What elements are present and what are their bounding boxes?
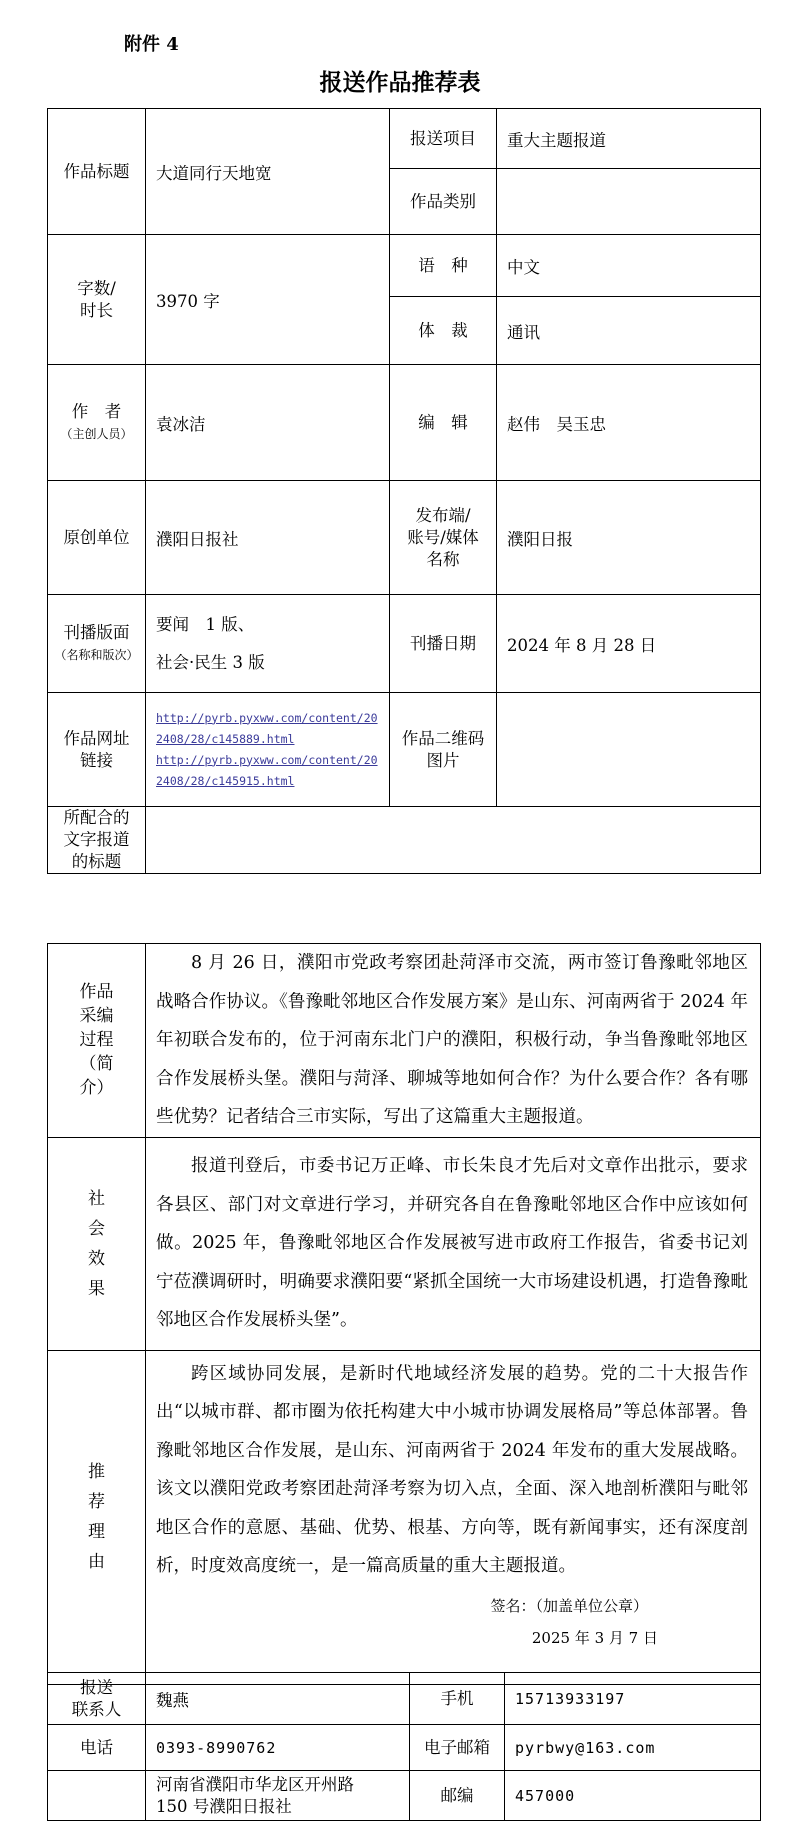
editor-value: 赵伟 吴玉忠	[497, 365, 761, 481]
address-label	[48, 1771, 146, 1821]
page-label	[48, 595, 146, 693]
origin-label: 原创单位	[48, 481, 146, 595]
genre-value: 通讯	[497, 297, 761, 365]
address-value	[146, 1771, 410, 1821]
page-label-sub: （名称和版次）	[54, 647, 139, 662]
date-label: 刊播日期	[390, 595, 497, 693]
qr-value	[497, 693, 761, 807]
report-item-value: 重大主题报道	[497, 109, 761, 169]
email-label: 电子邮箱	[410, 1725, 505, 1771]
sign-date: 2025 年 3 月 7 日	[531, 1628, 658, 1647]
address-line: 河南省濮阳市华龙区开州路	[156, 1774, 354, 1794]
wordcount-label	[48, 235, 146, 365]
page-value-line: 社会·民生 3 版	[156, 652, 265, 672]
qr-label-line: 图片	[426, 750, 460, 770]
language-label: 语 种	[390, 235, 497, 297]
author-value: 袁冰洁	[146, 365, 390, 481]
publisher-label-line: 发布端/	[415, 505, 471, 525]
url-cell	[146, 693, 390, 807]
language-value: 中文	[497, 235, 761, 297]
phone-value: 0393-8990762	[146, 1725, 410, 1771]
related-label	[48, 807, 146, 874]
email-value: pyrbwy@163.com	[505, 1725, 761, 1771]
category-value	[497, 169, 761, 235]
contact-label-line: 联系人	[71, 1699, 122, 1719]
signature-line: 签名：（加盖单位公章）	[490, 1596, 648, 1615]
url-link-2[interactable]: http://pyrb.pyxww.com/content/202408/28/c145915.html	[156, 752, 378, 788]
related-label-line: 文字报道	[63, 830, 130, 849]
phone-label: 电话	[48, 1725, 146, 1771]
publisher-value: 濮阳日报	[497, 481, 761, 595]
page-label-main: 刊播版面	[63, 622, 130, 642]
publisher-label	[390, 481, 497, 595]
mobile-value: 15713933197	[505, 1673, 761, 1725]
related-value	[146, 807, 761, 874]
contact-label	[48, 1673, 146, 1725]
origin-value: 濮阳日报社	[146, 481, 390, 595]
page-value	[146, 595, 390, 693]
zip-value: 457000	[505, 1771, 761, 1821]
work-title-label: 作品标题	[48, 109, 146, 235]
effect-paragraph: 报道刊登后，市委书记万正峰、市长朱良才先后对文章作出批示，要求各县区、部门对文章进行学习，并研究各自在鲁豫毗邻地区合作中应该如何做。2025 年，鲁豫毗邻地区合作发展被写进市政府工作报告，省委书记刘宁莅濮调研时，明确要求濮阳要“紧抓全国统一大市场建设机遇，打造鲁豫毗邻地区合作发展桥头堡”。	[156, 1156, 748, 1331]
wordcount-label-line: 时长	[80, 300, 113, 320]
editor-label: 编 辑	[390, 365, 497, 481]
narrative-table	[47, 943, 761, 1685]
author-label-main: 作 者	[71, 401, 122, 421]
publisher-label-line: 账号/媒体	[407, 527, 479, 547]
author-label	[48, 365, 146, 481]
mobile-label: 手机	[410, 1673, 505, 1725]
effect-text	[146, 1137, 761, 1350]
related-label-line: 的标题	[71, 852, 122, 871]
intro-paragraph: 8 月 26 日，濮阳市党政考察团赴菏泽市交流，两市签订鲁豫毗邻地区战略合作协议。《鲁豫毗邻地区合作发展方案》是山东、河南两省于 2024 年年初联合发布的，位于河南东北门户的濮阳，积极行动，争当鲁豫毗邻地区合作发展桥头堡。濮阳与菏泽、聊城等地如何合作？为什么要合作？各有哪些优势？记者结合三市实际，写出了这篇重大主题报道。	[156, 953, 748, 1127]
reason-label: 推荐理由	[48, 1350, 146, 1684]
wordcount-value: 3970 字	[146, 235, 390, 365]
report-item-label: 报送项目	[390, 109, 497, 169]
contact-label-line: 报送	[80, 1677, 113, 1697]
attachment-label: 附件 4	[124, 34, 179, 55]
zip-label: 邮编	[410, 1771, 505, 1821]
page-title: 报送作品推荐表	[319, 69, 481, 96]
contact-value: 魏燕	[146, 1673, 410, 1725]
work-title-value: 大道同行天地宽	[146, 109, 390, 235]
info-table	[47, 108, 761, 874]
related-label-line: 所配合的	[63, 808, 130, 827]
category-label: 作品类别	[390, 169, 497, 235]
url-label-line: 链接	[80, 750, 113, 770]
wordcount-label-line: 字数/	[77, 278, 116, 298]
url-link-1[interactable]: http://pyrb.pyxww.com/content/202408/28/c145889.html	[156, 710, 378, 746]
address-line: 150 号濮阳日报社	[156, 1796, 292, 1816]
contact-table	[47, 1672, 761, 1821]
effect-label: 社会效果	[48, 1137, 146, 1350]
publisher-label-line: 名称	[426, 549, 460, 569]
intro-text	[146, 944, 761, 1138]
genre-label: 体 裁	[390, 297, 497, 365]
url-label-line: 作品网址	[63, 728, 130, 748]
date-value: 2024 年 8 月 28 日	[497, 595, 761, 693]
qr-label-line: 作品二维码	[401, 728, 485, 748]
url-label	[48, 693, 146, 807]
intro-label: 作品采编过程（简介）	[48, 944, 146, 1138]
reason-paragraph: 跨区域协同发展，是新时代地域经济发展的趋势。党的二十大报告作出“以城市群、都市圈为依托构建大中小城市协调发展格局”等总体部署。鲁豫毗邻地区合作发展，是山东、河南两省于 2024 年发布的重大发展战略。该文以濮阳党政考察团赴菏泽考察为切入点，全面、深入地剖析濮阳与毗邻地区合作的意愿、基础、优势、根基、方向等，既有新闻事实，还有深度剖析，时度效高度统一，是一篇高质量的重大主题报道。	[156, 1363, 748, 1576]
author-label-sub: （主创人员）	[60, 426, 133, 441]
reason-text	[146, 1350, 761, 1684]
page-value-line: 要闻 1 版、	[156, 614, 255, 634]
qr-label	[390, 693, 497, 807]
